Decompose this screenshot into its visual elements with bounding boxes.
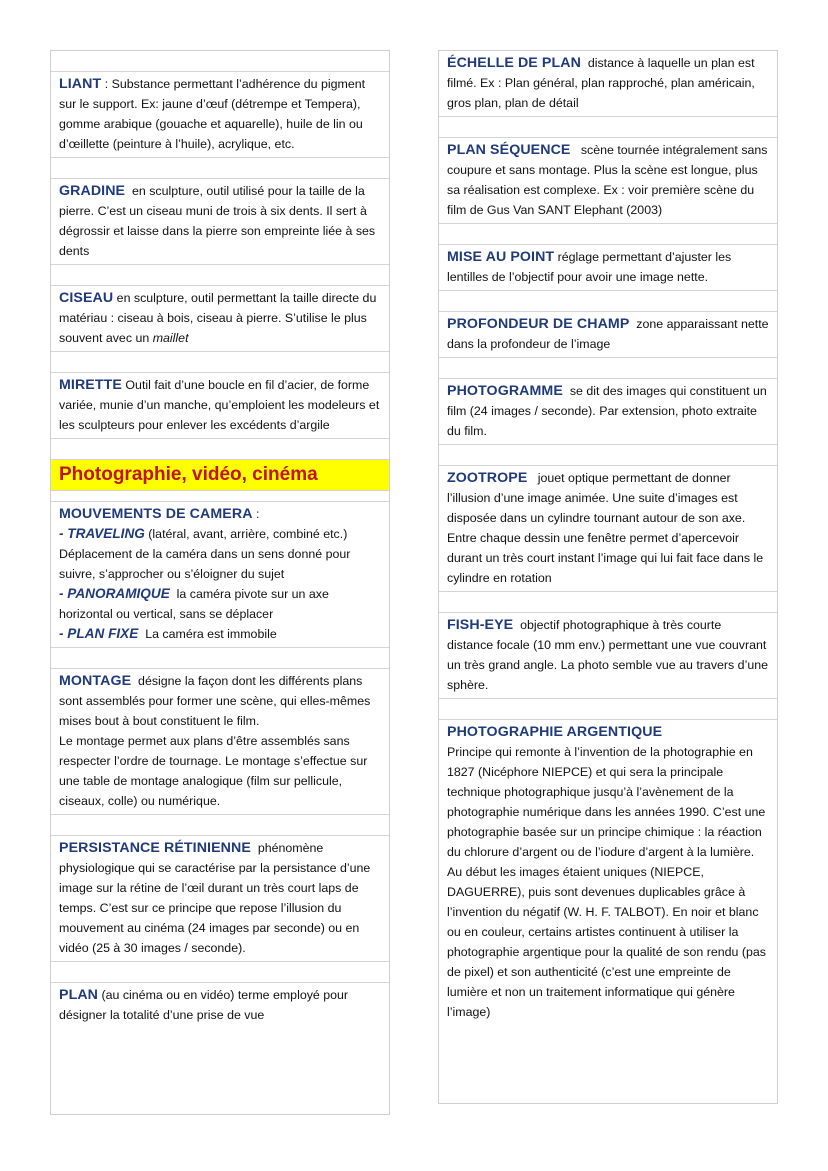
definition-profondeur-de-champ: zone apparaissant nette dans la profondeur de l’image — [447, 317, 769, 351]
definition-plan-fixe: La caméra est immobile — [145, 627, 277, 641]
definition-traveling: (latéral, avant, arrière, combiné etc.) Déplacement de la caméra dans un sens donné pour suivre, s’approcher ou s’éloigner du sujet — [59, 527, 351, 581]
left-column — [50, 50, 390, 1115]
plan-fixe-line — [59, 624, 381, 644]
entry-plan-sequence — [439, 138, 777, 224]
term-zootrope: ZOOTROPE — [447, 470, 528, 486]
definition-zootrope: jouet optique permettant de donner l’illusion d’une image animée. Une suite d’images est disposée dans un cylindre tournant autour de son axe. Entre chaque dessin une fenêtre permet d’apercevoir durant un très court instant l’image qui lui fait face dans le cylindre en rotation — [447, 471, 764, 585]
entry-fish-eye — [439, 613, 777, 699]
entry-montage — [51, 669, 389, 815]
term-plan: PLAN — [59, 987, 99, 1003]
definition-montage-1: désigne la façon dont les différents plans sont assemblés pour former une scène, qui elles-mêmes mises bout à bout constituent le film. — [59, 674, 371, 728]
entry-liant — [51, 72, 389, 158]
spacer-row — [51, 815, 389, 836]
entry-photographie-argentique — [439, 720, 777, 1025]
term-montage: MONTAGE — [59, 673, 132, 689]
term-mouvements-camera: MOUVEMENTS DE CAMERA — [59, 506, 253, 522]
definition-montage-2: Le montage permet aux plans d’être assemblés sans respecter l’ordre de tournage. Le montage s’effectue sur une table de montage analogique (film sur pellicule, ciseaux, colle) ou numérique. — [59, 734, 368, 808]
term-photogramme: PHOTOGRAMME — [447, 383, 563, 399]
right-column — [438, 50, 778, 1104]
entry-profondeur-de-champ — [439, 312, 777, 358]
term-mouvements-colon: : — [256, 507, 260, 521]
spacer-row — [439, 699, 777, 720]
definition-liant: : Substance permettant l’adhérence du pigment sur le support. Ex: jaune d’œuf (détrempe et Tempera), gomme arabique (gouache et aquarelle), huile de lin ou d’œillette (peinture à l’huile), acrylique, etc. — [59, 77, 366, 151]
definition-mirette: Outil fait d’une boucle en fil d’acier, de forme variée, munie d’un manche, qu’emploient les modeleurs et les sculpteurs pour enlever les excédents d’argile — [59, 378, 380, 432]
spacer-row — [51, 439, 389, 460]
term-mise-au-point: MISE AU POINT — [447, 249, 555, 265]
entry-photogramme — [439, 379, 777, 445]
spacer-row — [439, 291, 777, 312]
entry-mise-au-point — [439, 245, 777, 291]
term-gradine: GRADINE — [59, 183, 126, 199]
spacer-row — [51, 491, 389, 502]
spacer-row — [51, 158, 389, 179]
term-mirette: MIRETTE — [59, 377, 122, 393]
entry-zootrope — [439, 466, 777, 592]
term-profondeur-de-champ: PROFONDEUR DE CHAMP — [447, 316, 630, 332]
definition-photographie-argentique-2: Au début les images étaient uniques (NIEPCE, DAGUERRE), puis sont devenues duplicables grâce à l’invention du négatif (W. H. F. TALBOT). En noir et blanc ou en couleur, certains artistes continuent à utiliser la photographie argentique pour la qualité de son rendu (pas de pixel) et son authenticité (c’est une empreinte de lumière et non un traitement informatique qui génère l’image) — [447, 865, 766, 1019]
spacer-row — [51, 648, 389, 669]
definition-photogramme: se dit des images qui constituent un film (24 images / seconde). Par extension, photo extraite du film. — [447, 384, 767, 438]
term-fish-eye: FISH-EYE — [447, 617, 514, 633]
definition-echelle-de-plan: distance à laquelle un plan est filmé. Ex : Plan général, plan rapproché, plan américain, gros plan, plan de détail — [447, 56, 755, 110]
spacer-row — [439, 592, 777, 613]
entry-persistance-retinienne — [51, 836, 389, 962]
entry-plan — [51, 983, 389, 1028]
term-liant: LIANT — [59, 76, 102, 92]
spacer-row — [439, 445, 777, 466]
spacer-row — [51, 352, 389, 373]
entry-echelle-de-plan — [439, 51, 777, 117]
entry-mirette — [51, 373, 389, 439]
section-title-photo-video-cinema: Photographie, vidéo, cinéma — [51, 460, 389, 491]
term-echelle-de-plan: ÉCHELLE DE PLAN — [447, 55, 581, 71]
spacer-row — [51, 51, 389, 72]
definition-panoramique: la caméra pivote sur un axe horizontal ou vertical, sans se déplacer — [59, 587, 329, 621]
definition-photographie-argentique-1: Principe qui remonte à l’invention de la photographie en 1827 (Nicéphore NIEPCE) et qui sera la principale technique photographique jusqu’à l’avènement de la photographie numérique dans les années 1990. C’est une photographie basée sur un principe chimique : la réaction du chlorure d’argent ou de l’iodure d’argent à la lumière. — [447, 745, 766, 859]
definition-plan: (au cinéma ou en vidéo) terme employé pour désigner la totalité d’une prise de vue — [59, 988, 349, 1022]
term-plan-sequence: PLAN SÉQUENCE — [447, 142, 571, 158]
spacer-row — [51, 265, 389, 286]
term-photographie-argentique: PHOTOGRAPHIE ARGENTIQUE — [447, 724, 663, 740]
definition-ciseau-maillet: maillet — [152, 331, 189, 345]
definition-persistance-retinienne: phénomène physiologique qui se caractérise par la persistance d’une image sur la rétine de l’œil durant un très court laps de temps. C’est sur ce principe que repose l’illusion du mouvement au cinéma (24 images par seconde) ou en vidéo (25 à 30 images / seconde). — [59, 841, 371, 955]
term-persistance-retinienne: PERSISTANCE RÉTINIENNE — [59, 840, 251, 856]
spacer-row — [439, 224, 777, 245]
panoramique-line — [59, 584, 381, 624]
definition-fish-eye: objectif photographique à très courte distance focale (10 mm env.) permettant une vue couvrant un très grand angle. La photo semble vue au travers d’une sphère. — [447, 618, 768, 692]
traveling-line — [59, 524, 381, 584]
label-plan-fixe: - PLAN FIXE — [59, 626, 139, 641]
entry-mouvements-camera — [51, 502, 389, 648]
spacer-row — [439, 117, 777, 138]
entry-ciseau — [51, 286, 389, 352]
definition-mise-au-point: réglage permettant d’ajuster les lentilles de l’objectif pour avoir une image nette. — [447, 250, 732, 284]
label-traveling: - TRAVELING — [59, 526, 145, 541]
entry-gradine — [51, 179, 389, 265]
definition-gradine: en sculpture, outil utilisé pour la taille de la pierre. C’est un ciseau muni de trois à six dents. Il sert à dégrossir et laisse dans la pierre son empreinte liée à ses dents — [59, 184, 376, 258]
definition-ciseau: en sculpture, outil permettant la taille directe du matériau : ciseau à bois, ciseau à pierre. S’utilise le plus souvent avec un — [59, 291, 377, 345]
label-panoramique: - PANORAMIQUE — [59, 586, 170, 601]
spacer-row — [439, 358, 777, 379]
spacer-row — [51, 962, 389, 983]
definition-plan-sequence: scène tournée intégralement sans coupure et sans montage. Plus la scène est longue, plus sa réalisation est complexe. Ex : voir première scène du film de Gus Van SANT Elephant (2003) — [447, 143, 768, 217]
term-ciseau: CISEAU — [59, 290, 114, 306]
